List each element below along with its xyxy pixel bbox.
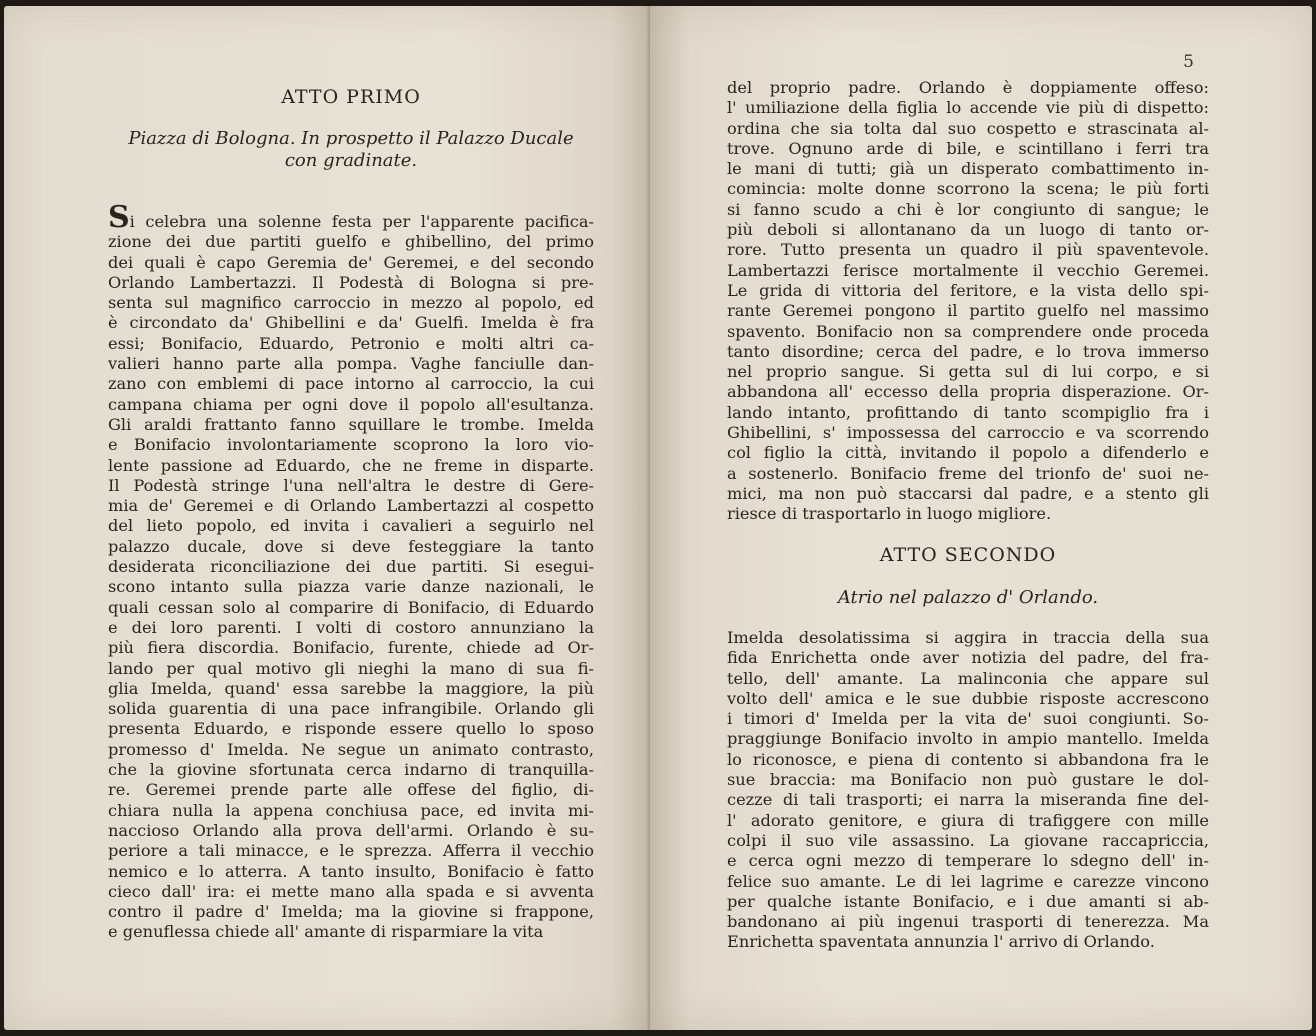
text-line: promesso d' Imelda. Ne segue un animato contrasto, — [108, 739, 594, 759]
text-line: lente passione ad Eduardo, che ne freme in disparte. — [108, 455, 594, 475]
text-line: e Bonifacio involontariamente scoprono la loro vio- — [108, 435, 594, 455]
text-line: l' umiliazione della figlia lo accende vie più di dispetto: — [727, 98, 1209, 118]
text-line: desiderata riconciliazione dei due partiti. Si esegui- — [108, 557, 594, 577]
text-line: col figlio la città, invitando il popolo a difenderlo e — [727, 443, 1209, 463]
text-line: periore a tali minacce, e le sprezza. Afferra il vecchio — [108, 841, 594, 861]
text-line: fida Enrichetta onde aver notizia del padre, del fra- — [727, 648, 1209, 668]
setting-line: Piazza di Bologna. In prospetto il Palazzo Ducale — [128, 128, 574, 149]
text-line: nel proprio sangue. Si getta sul di lui corpo, e si — [727, 362, 1209, 382]
text-line: tanto disordine; cerca del padre, e lo trova immerso — [727, 341, 1209, 361]
text-line: Imelda desolatissima si aggira in traccia della sua — [727, 628, 1209, 647]
text-line: più deboli si allontanano da un luogo di tanto or- — [727, 220, 1209, 240]
text-line: Gli araldi frattanto fanno squillare le trombe. Imelda — [108, 414, 594, 434]
text-line: bandonano ai più ingenui trasporti di tenerezza. Ma — [727, 912, 1209, 932]
text-line: Il Podestà stringe l'una nell'altra le destre di Gere- — [108, 475, 594, 495]
text-line: Ghibellini, s' impossessa del carroccio e va scorrendo — [727, 423, 1209, 443]
text-line: lando per qual motivo gli nieghi la mano di sua fi- — [108, 658, 594, 678]
act-one-heading: ATTO PRIMO — [281, 86, 421, 108]
text-line: mia de' Geremei e di Orlando Lambertazzi al cospetto — [108, 496, 594, 516]
text-line: valieri hanno parte alla pompa. Vaghe fanciulle dan- — [108, 354, 594, 374]
text-line: per qualche istante Bonifacio, e i due amanti si ab- — [727, 891, 1209, 911]
text-line: si fanno scudo a chi è lor congiunto di sangue; le — [727, 199, 1209, 219]
text-line: riesce di trasportarlo in luogo migliore. — [727, 504, 1052, 524]
text-line: Orlando Lambertazzi. Il Podestà di Bologna si pre- — [108, 272, 594, 292]
text-line: solida guarentia di una pace infrangibile. Orlando gli — [108, 699, 594, 719]
text-line: i timori d' Imelda per la vita de' suoi congiunti. So- — [727, 709, 1209, 729]
text-line: l' adorato genitore, e giura di trafiggere con mille — [727, 810, 1209, 830]
act-two-setting: Atrio nel palazzo d' Orlando. — [837, 587, 1099, 608]
text-line: trove. Ognuno arde di bile, e scintillano i ferri tra — [727, 138, 1209, 158]
act-two-heading: ATTO SECONDO — [879, 544, 1057, 566]
text-line: zione dei due partiti guelfo e ghibellino, del primo — [108, 232, 594, 252]
text-line: felice suo amante. Le di lei lagrime e carezze vincono — [727, 871, 1209, 891]
text-line: ordina che sia tolta dal suo cospetto e strascinata al- — [727, 118, 1209, 138]
drop-cap: S — [108, 200, 130, 235]
text-line: è circondato da' Ghibellini e da' Guelfi. Imelda è fra — [108, 313, 594, 333]
act-one-synopsis-continued — [727, 78, 1209, 525]
text-line: Enrichetta spaventata annunzia l' arrivo di Orlando. — [727, 932, 1155, 952]
text-line: essi; Bonifacio, Eduardo, Petronio e molti altri ca- — [108, 333, 594, 353]
text-line: comincia: molte donne scorrono la scena; le più forti — [727, 179, 1209, 199]
text-line: lo riconosce, e piena di contento si abbandona fra le — [727, 749, 1209, 769]
text-line-content: i celebra una solenne festa per l'apparente pacifica- — [129, 212, 594, 231]
text-line: campana chiama per ogni dove il popolo all'esultanza. — [108, 394, 594, 414]
text-line: scono intanto sulla piazza varie danze nazionali, le — [108, 577, 594, 597]
text-line: cezze di tali trasporti; ei narra la miseranda fine del- — [727, 790, 1209, 810]
act-two-synopsis — [727, 628, 1209, 953]
text-line: Lambertazzi ferisce mortalmente il vecchio Geremei. — [727, 260, 1209, 280]
act-one-synopsis — [108, 200, 594, 943]
text-line: e dei loro parenti. I volti di costoro annunziano la — [108, 617, 594, 637]
text-line: le mani di tutti; già un disperato combattimento in- — [727, 159, 1209, 179]
text-line — [108, 200, 594, 235]
left-page — [4, 6, 650, 1030]
text-line: senta sul magnifico carroccio in mezzo al popolo, ed — [108, 293, 594, 313]
text-line: lando intanto, profittando di tanto scompiglio fra i — [727, 402, 1209, 422]
text-line: cieco dall' ira: ei mette mano alla spada e si avventa — [108, 881, 594, 901]
right-page — [650, 6, 1312, 1030]
text-line: del lieto popolo, ed invita i cavalieri a seguirlo nel — [108, 516, 594, 536]
text-line: mici, ma non può staccarsi dal padre, e a stento gli — [727, 483, 1209, 503]
page-number: 5 — [1183, 52, 1194, 72]
text-line: contro il padre d' Imelda; ma la giovine si frappone, — [108, 902, 594, 922]
text-line: e cerca ogni mezzo di temperare lo sdegno dell' in- — [727, 851, 1209, 871]
text-line: del proprio padre. Orlando è doppiamente offeso: — [727, 78, 1209, 97]
text-line: zano con emblemi di pace intorno al carroccio, la cui — [108, 374, 594, 394]
text-line: volto dell' amica e le sue dubbie risposte accrescono — [727, 688, 1209, 708]
text-line: praggiunge Bonifacio involto in ampio mantello. Imelda — [727, 729, 1209, 749]
text-line: Le grida di vittoria del feritore, e la vista dello spi- — [727, 280, 1209, 300]
text-line: che la giovine sfortunata cerca indarno di tranquilla- — [108, 760, 594, 780]
text-line: sue braccia: ma Bonifacio non può gustare le dol- — [727, 770, 1209, 790]
text-line: abbandona all' eccesso della propria disperazione. Or- — [727, 382, 1209, 402]
text-line: spavento. Bonifacio non sa comprendere onde proceda — [727, 321, 1209, 341]
text-line: presenta Eduardo, e risponde essere quello lo sposo — [108, 719, 594, 739]
text-line: tello, dell' amante. La malinconia che appare sul — [727, 668, 1209, 688]
text-line: colpi il suo vile assassino. La giovane raccapriccia, — [727, 830, 1209, 850]
text-line: dei quali è capo Geremia de' Geremei, e del secondo — [108, 252, 594, 272]
text-line: rante Geremei pongono il partito guelfo nel massimo — [727, 301, 1209, 321]
text-line: naccioso Orlando alla prova dell'armi. Orlando è su- — [108, 820, 594, 840]
text-line: palazzo ducale, dove si deve festeggiare la tanto — [108, 536, 594, 556]
act-one-setting — [108, 128, 594, 172]
text-line: nemico e lo atterra. A tanto insulto, Bonifacio è fatto — [108, 861, 594, 881]
setting-line: con gradinate. — [284, 150, 418, 171]
text-line: a sostenerlo. Bonifacio freme del trionfo de' suoi ne- — [727, 463, 1209, 483]
text-line: e genuflessa chiede all' amante di risparmiare la vita — [108, 922, 544, 942]
text-line: rore. Tutto presenta un quadro il più spaventevole. — [727, 240, 1209, 260]
text-line: glia Imelda, quand' essa sarebbe la maggiore, la più — [108, 678, 594, 698]
text-line: chiara nulla la appena conchiusa pace, ed invita mi- — [108, 800, 594, 820]
text-line: quali cessan solo al comparire di Bonifacio, di Eduardo — [108, 597, 594, 617]
text-line: più fiera discordia. Bonifacio, furente, chiede ad Or- — [108, 638, 594, 658]
text-line: re. Geremei prende parte alle offese del figlio, di- — [108, 780, 594, 800]
